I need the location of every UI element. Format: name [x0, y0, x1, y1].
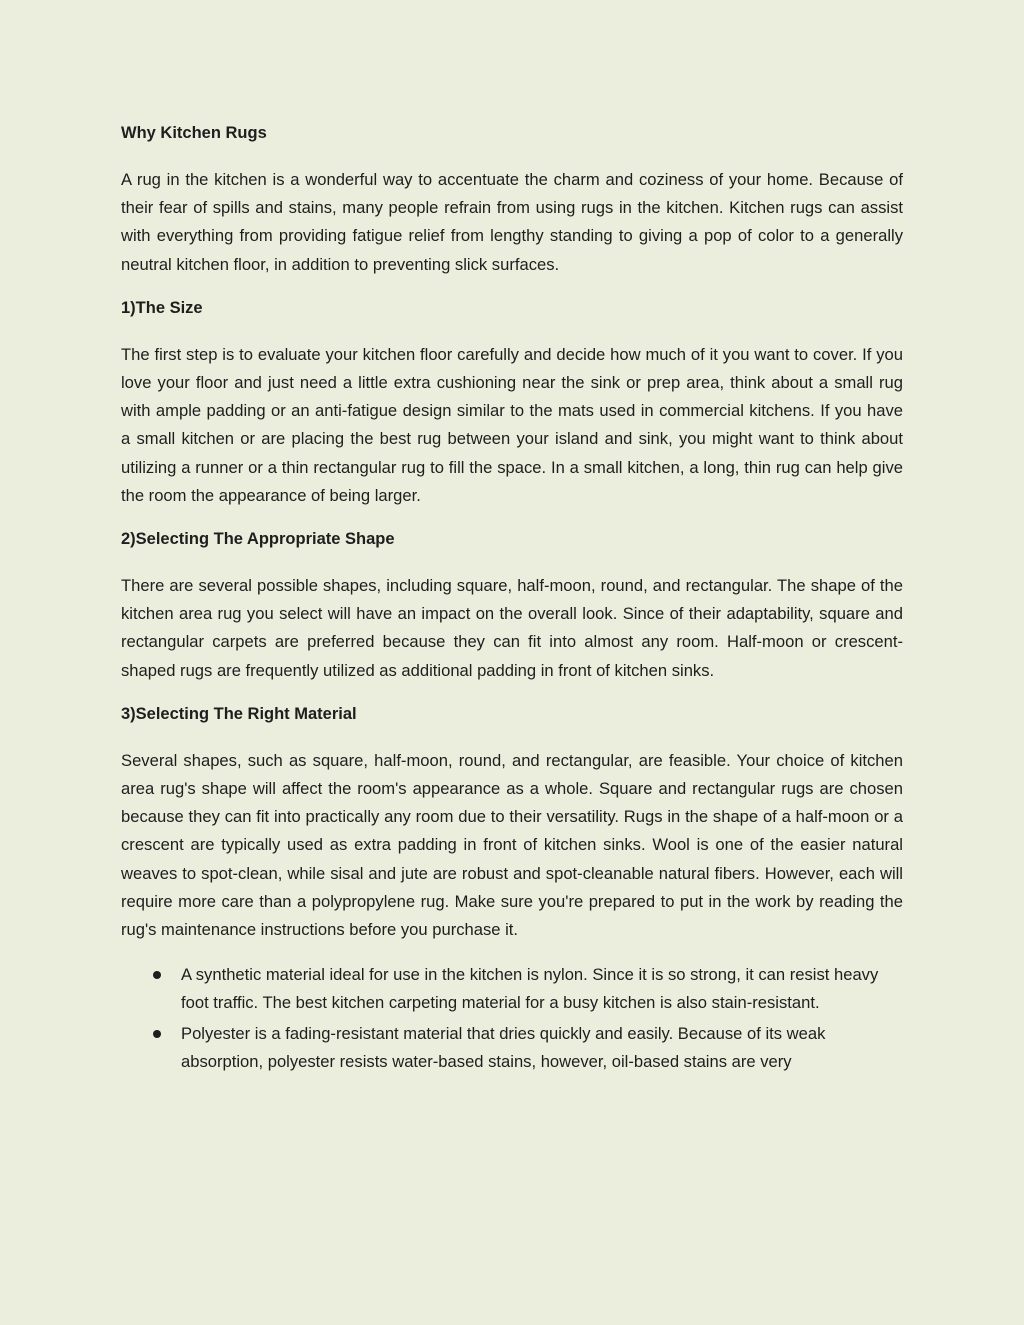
list-item-text: A synthetic material ideal for use in the kitchen is nylon. Since it is so strong, it can resist heavy foot traffic. The best kitchen carpeting material for a busy kitchen is also stain-resistant. — [181, 965, 879, 1013]
section-heading: 3)Selecting The Right Material — [121, 704, 357, 723]
section-paragraph: There are several possible shapes, including square, half-moon, round, and rectangular. The shape of the kitchen area rug you select will have an impact on the overall look. Since of their adaptability, square and rectangular carpets are preferred because they can fit into almost any room. Half-moon or crescent-shaped rugs are frequently utilized as additional padding in front of kitchen sinks. — [121, 576, 903, 680]
section-right-material — [121, 702, 903, 944]
section-paragraph: A rug in the kitchen is a wonderful way to accentuate the charm and coziness of your home. Because of their fear of spills and stains, many people refrain from using rugs in the kitchen. Kitchen rugs can assist with everything from providing fatigue relief from lengthy standing to giving a pop of color to a generally neutral kitchen floor, in addition to preventing slick surfaces. — [121, 170, 903, 274]
section-paragraph: Several shapes, such as square, half-moon, round, and rectangular, are feasible. Your choice of kitchen area rug's shape will affect the room's appearance as a whole. Square and rectangular rugs are chosen because they can fit into practically any room due to their versatility. Rugs in the shape of a half-moon or a crescent are typically used as extra padding in front of kitchen sinks. Wool is one of the easier natural weaves to spot-clean, while sisal and jute are robust and spot-cleanable natural fibers. However, each will require more care than a polypropylene rug. Make sure you're prepared to put in the work by reading the rug's maintenance instructions before you purchase it. — [121, 750, 903, 940]
section-the-size — [121, 296, 903, 510]
bullet-icon — [153, 971, 161, 979]
section-why-kitchen-rugs — [121, 121, 903, 279]
list-item — [121, 961, 903, 1017]
document-page — [121, 121, 903, 1078]
section-paragraph: The first step is to evaluate your kitchen floor carefully and decide how much of it you want to cover. If you love your floor and just need a little extra cushioning near the sink or prep area, think about a small rug with ample padding or an anti-fatigue design similar to the mats used in commercial kitchens. If you have a small kitchen or are placing the best rug between your island and sink, you might want to think about utilizing a runner or a thin rectangular rug to fill the space. In a small kitchen, a long, thin rug can help give the room the appearance of being larger. — [121, 344, 903, 505]
material-bullet-list — [121, 961, 903, 1076]
section-heading: 1)The Size — [121, 298, 203, 317]
list-item — [121, 1020, 903, 1076]
list-item-text: Polyester is a fading-resistant material that dries quickly and easily. Because of its weak absorption, polyester resists water-based stains, however, oil-based stains are very — [181, 1023, 826, 1071]
section-heading: 2)Selecting The Appropriate Shape — [121, 530, 395, 549]
bullet-icon — [153, 1030, 161, 1038]
section-appropriate-shape — [121, 527, 903, 685]
section-heading: Why Kitchen Rugs — [121, 124, 267, 142]
